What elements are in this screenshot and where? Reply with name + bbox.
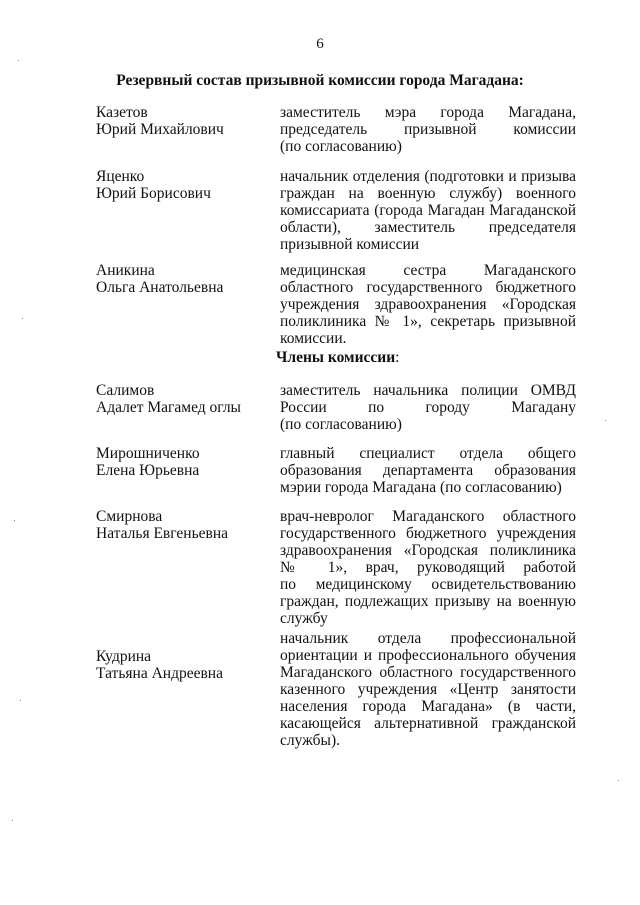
given-names: Юрий Михайлович [96, 121, 224, 138]
role-line: мэрии города Магадана (по согласованию) [280, 479, 562, 496]
person-role-salimov [280, 382, 576, 433]
role-line: касающейся альтернативной гражданской [280, 715, 576, 732]
role-line: Магаданского областного государственного [280, 664, 576, 681]
scan-speck [20, 700, 21, 701]
surname: Аникина [96, 262, 155, 279]
role-line: призывной комиссии [280, 236, 420, 253]
role-line: населения города Магадана» (в части, [280, 698, 576, 715]
role-line: медицинская сестра Магаданского [280, 262, 576, 279]
person-role-smirnova [280, 508, 576, 627]
scan-speck [22, 318, 23, 319]
person-name-yatsenko [96, 168, 271, 202]
role-line: врач-невролог Магаданского областного [280, 508, 576, 525]
role-line: ориентации и профессионального обучения [280, 647, 576, 664]
given-names: Ольга Анатольевна [96, 279, 224, 296]
person-role-yatsenko [280, 168, 576, 253]
person-name-miroshnichenko [96, 445, 271, 479]
given-names: Елена Юрьевна [96, 462, 200, 479]
members-heading [276, 349, 399, 367]
role-line: области), заместитель председателя [280, 219, 576, 236]
surname: Смирнова [96, 508, 163, 525]
role-line: главный специалист отдела общего [280, 445, 576, 462]
scan-speck [12, 820, 13, 821]
given-names: Адалет Магамед оглы [96, 399, 241, 416]
role-line: начальник отдела профессиональной [280, 630, 576, 647]
person-name-kudrina [96, 648, 271, 682]
role-line: службу [280, 610, 328, 627]
role-line: граждан на военную службу) военного [280, 185, 576, 202]
role-line: граждан, подлежащих призыву на военную [280, 593, 576, 610]
person-name-kazetov [96, 104, 271, 138]
surname: Яценко [96, 168, 145, 185]
role-line: государственного бюджетного учреждения [280, 525, 576, 542]
given-names: Наталья Евгеньевна [96, 525, 229, 542]
role-line: комиссии. [280, 330, 347, 347]
role-line: казенного учреждения «Центр занятости [280, 681, 576, 698]
person-role-kazetov [280, 104, 576, 155]
members-heading-text: Члены комиссии [276, 349, 396, 366]
person-role-miroshnichenko [280, 445, 576, 496]
person-role-anikina [280, 262, 576, 347]
scan-speck [618, 780, 619, 781]
role-line: заместитель мэра города Магадана, [280, 104, 576, 121]
role-line: службы). [280, 732, 341, 749]
role-line: по медицинскому освидетельствованию [280, 576, 576, 593]
role-line: России по городу Магадану [280, 399, 576, 416]
role-line: учреждения здравоохранения «Городская [280, 296, 576, 313]
role-line: поликлиника № 1», секретарь призывной [280, 313, 576, 330]
surname: Мирошниченко [96, 445, 200, 462]
role-line: комиссариата (города Магадан Магаданской [280, 202, 576, 219]
scan-speck [605, 420, 606, 421]
person-name-smirnova [96, 508, 271, 542]
given-names: Юрий Борисович [96, 185, 211, 202]
role-line: образования департамента образования [280, 462, 576, 479]
given-names: Татьяна Андреевна [96, 665, 223, 682]
scan-speck [14, 520, 15, 521]
role-line: здравоохранения «Городская поликлиника [280, 542, 576, 559]
role-line: (по согласованию) [280, 416, 402, 433]
members-heading-colon: : [395, 349, 400, 366]
role-line: (по согласованию) [280, 138, 402, 155]
reserve-commission-title: Резервный состав призывной комиссии города Магадана: [116, 72, 524, 89]
person-name-salimov [96, 382, 271, 416]
role-line: председатель призывной комиссии [280, 121, 576, 138]
role-line: № 1», врач, руководящий работой [280, 559, 576, 576]
role-line: областного государственного бюджетного [280, 279, 576, 296]
scan-speck [18, 60, 19, 61]
page-number: 6 [316, 36, 324, 52]
surname: Салимов [96, 382, 155, 399]
role-line: заместитель начальника полиции ОМВД [280, 382, 576, 399]
person-name-anikina [96, 262, 271, 296]
surname: Казетов [96, 104, 148, 121]
person-role-kudrina [280, 630, 576, 749]
surname: Кудрина [96, 648, 152, 665]
role-line: начальник отделения (подготовки и призыва [280, 168, 576, 185]
